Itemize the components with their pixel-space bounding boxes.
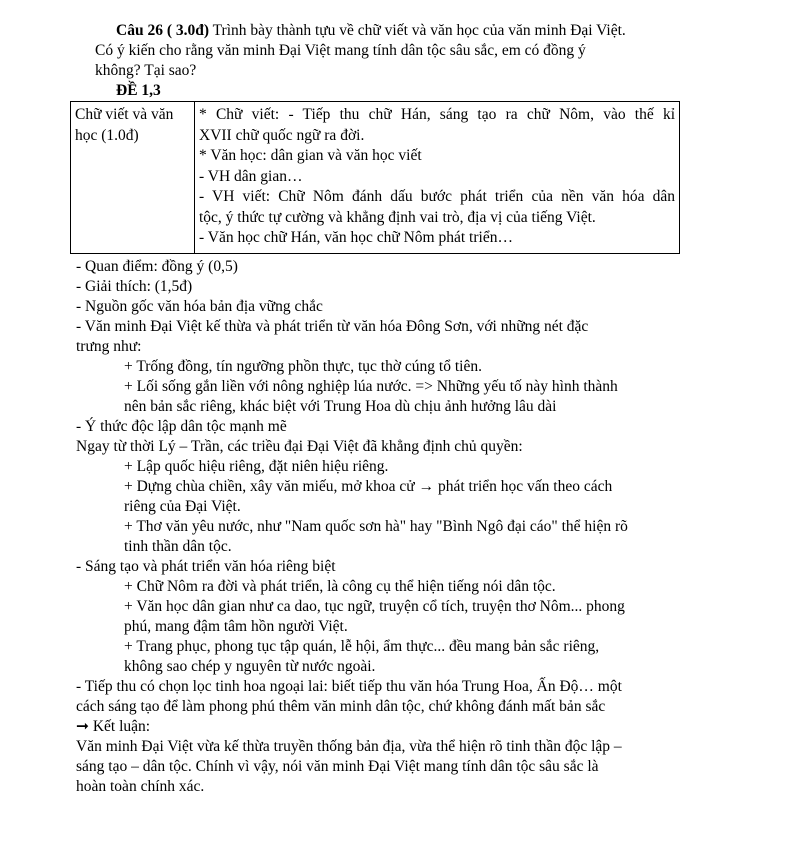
body-line: - Tiếp thu có chọn lọc tinh hoa ngoại lai: biết tiếp thu văn hóa Trung Hoa, Ấn Độ… một	[76, 678, 622, 695]
body-line: tinh thần dân tộc.	[124, 538, 232, 555]
body-line: + Thơ văn yêu nước, như "Nam quốc sơn hà" hay "Bình Ngô đại cáo" thể hiện rõ	[124, 518, 628, 535]
content-line: - VH viết: Chữ Nôm đánh dấu bước phát triển của nền văn hóa dân	[199, 188, 675, 205]
topic-line: Chữ viết và văn	[75, 106, 174, 123]
content-line: - Văn học chữ Hán, văn học chữ Nôm phát triển…	[199, 229, 513, 246]
question-heading	[116, 22, 626, 40]
content-line: XVII chữ quốc ngữ ra đời.	[199, 126, 365, 144]
content-line: - VH dân gian…	[199, 167, 303, 185]
table-cell-topic	[71, 102, 195, 254]
body-line: - Sáng tạo và phát triển văn hóa riêng biệt	[76, 558, 336, 575]
body-line: cách sáng tạo để làm phong phú thêm văn minh dân tộc, chứ không đánh mất bản sắc	[76, 698, 606, 715]
body-line: Văn minh Đại Việt vừa kế thừa truyền thống bản địa, vừa thể hiện rõ tinh thần độc lập –	[76, 738, 622, 755]
table-row	[71, 102, 680, 254]
content-line: * Văn học: dân gian và văn học viết	[199, 147, 422, 164]
body-line: - Ý thức độc lập dân tộc mạnh mẽ	[76, 418, 287, 435]
body-line: + Văn học dân gian như ca dao, tục ngữ, truyện cổ tích, truyện thơ Nôm... phong	[124, 598, 625, 615]
body-line: - Quan điểm: đồng ý (0,5)	[76, 258, 238, 275]
topic-line: học (1.0đ)	[75, 126, 139, 144]
body-line: + Lối sống gắn liền với nông nghiệp lúa nước. => Những yếu tố này hình thành	[124, 378, 618, 395]
body-line: riêng của Đại Việt.	[124, 498, 241, 515]
grading-table	[70, 101, 680, 254]
body-line: hoàn toàn chính xác.	[76, 778, 205, 795]
body-line: + Dựng chùa chiền, xây văn miếu, mở khoa cử → phát triển học vấn theo cách	[124, 478, 613, 495]
body-line: + Trang phục, phong tục tập quán, lễ hội, ẩm thực... đều mang bản sắc riêng,	[124, 638, 600, 655]
body-line: - Giải thích: (1,5đ)	[76, 278, 193, 295]
content-line: * Chữ viết: - Tiếp thu chữ Hán, sáng tạo ra chữ Nôm, vào thế kỉ	[199, 106, 675, 123]
body-line: + Chữ Nôm ra đời và phát triển, là công cụ thể hiện tiếng nói dân tộc.	[124, 578, 556, 595]
body-line: không sao chép y nguyên từ nước ngoài.	[124, 658, 376, 675]
body-line: trưng như:	[76, 338, 142, 355]
question-text-line-3: không? Tại sao?	[95, 62, 197, 79]
content-line: tộc, ý thức tự cường và khẳng định vai trò, địa vị của tiếng Việt.	[199, 208, 596, 226]
body-line: + Lập quốc hiệu riêng, đặt niên hiệu riêng.	[124, 458, 389, 475]
body-line: - Văn minh Đại Việt kế thừa và phát triển từ văn hóa Đông Sơn, với những nét đặc	[76, 318, 589, 335]
question-text-line-1: Trình bày thành tựu về chữ viết và văn học của văn minh Đại Việt.	[209, 22, 626, 39]
body-line: phú, mang đậm tâm hồn người Việt.	[124, 618, 348, 635]
question-text-line-2: Có ý kiến cho rằng văn minh Đại Việt mang tính dân tộc sâu sắc, em có đồng ý	[95, 42, 586, 59]
body-line: Ngay từ thời Lý – Trần, các triều đại Đại Việt đã khẳng định chủ quyền:	[76, 438, 523, 455]
exam-code: ĐỀ 1,3	[116, 82, 161, 99]
body-line: ➞ Kết luận:	[76, 718, 151, 735]
table-cell-content	[195, 102, 680, 254]
body-line: nên bản sắc riêng, khác biệt với Trung Hoa dù chịu ảnh hưởng lâu dài	[124, 398, 557, 415]
question-label: Câu 26 ( 3.0đ)	[116, 22, 210, 39]
body-line: - Nguồn gốc văn hóa bản địa vững chắc	[76, 298, 323, 315]
body-line: sáng tạo – dân tộc. Chính vì vậy, nói văn minh Đại Việt mang tính dân tộc sâu sắc là	[76, 758, 599, 775]
body-line: + Trống đồng, tín ngưỡng phồn thực, tục thờ cúng tổ tiên.	[124, 358, 482, 375]
